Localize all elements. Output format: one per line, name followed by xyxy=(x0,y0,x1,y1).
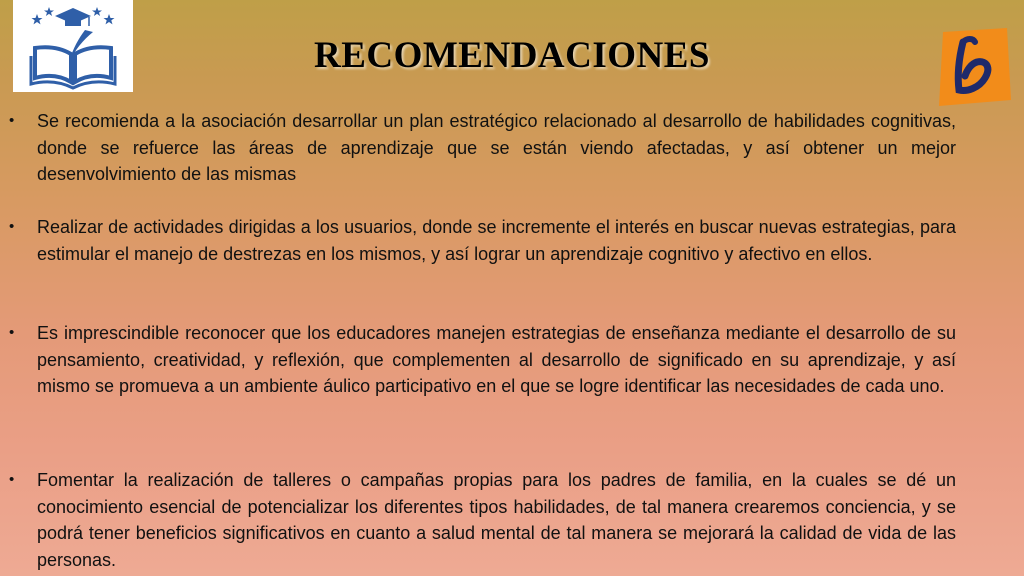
bullet-icon: • xyxy=(9,324,15,341)
brand-logo xyxy=(937,28,1013,106)
bullet-text: Es imprescindible reconocer que los educadores manejen estrategias de enseñanza mediante el desarrollo de su pensamiento, creatividad, y reflexión, que complementen al desarrollo de significado en su aprendizaje, y así mismo se promueva a un ambiente áulico participativo en el que se logre identificar las necesidades de cada uno. xyxy=(37,323,956,396)
bullet-icon: • xyxy=(9,112,15,129)
letter-b-logo-icon xyxy=(937,28,1013,106)
bullet-icon: • xyxy=(9,471,15,488)
bullet-icon: • xyxy=(9,218,15,235)
bullet-text: Fomentar la realización de talleres o campañas propias para los padres de familia, en la cuales se dé un conocimiento esencial de potencializar los diferentes tipos habilidades, de tal manera crearemos conciencia, y se podrá tener beneficios significativos en cuanto a salud mental de tal manera se mejorará la calidad de vida de las personas. xyxy=(37,470,956,570)
bullet-text: Realizar de actividades dirigidas a los usuarios, donde se incremente el interés en buscar nuevas estrategias, para estimular el manejo de destrezas en los mismos, y así lograr un aprendizaje cognitivo y afectivo en ellos. xyxy=(37,217,956,264)
bullet-text: Se recomienda a la asociación desarrollar un plan estratégico relacionado al desarrollo de habilidades cognitivas, donde se refuerce las áreas de aprendizaje que se están viendo afectadas, y así obtener un mejor desenvolvimiento de las mismas xyxy=(37,111,956,184)
page-title: RECOMENDACIONES xyxy=(313,35,711,76)
